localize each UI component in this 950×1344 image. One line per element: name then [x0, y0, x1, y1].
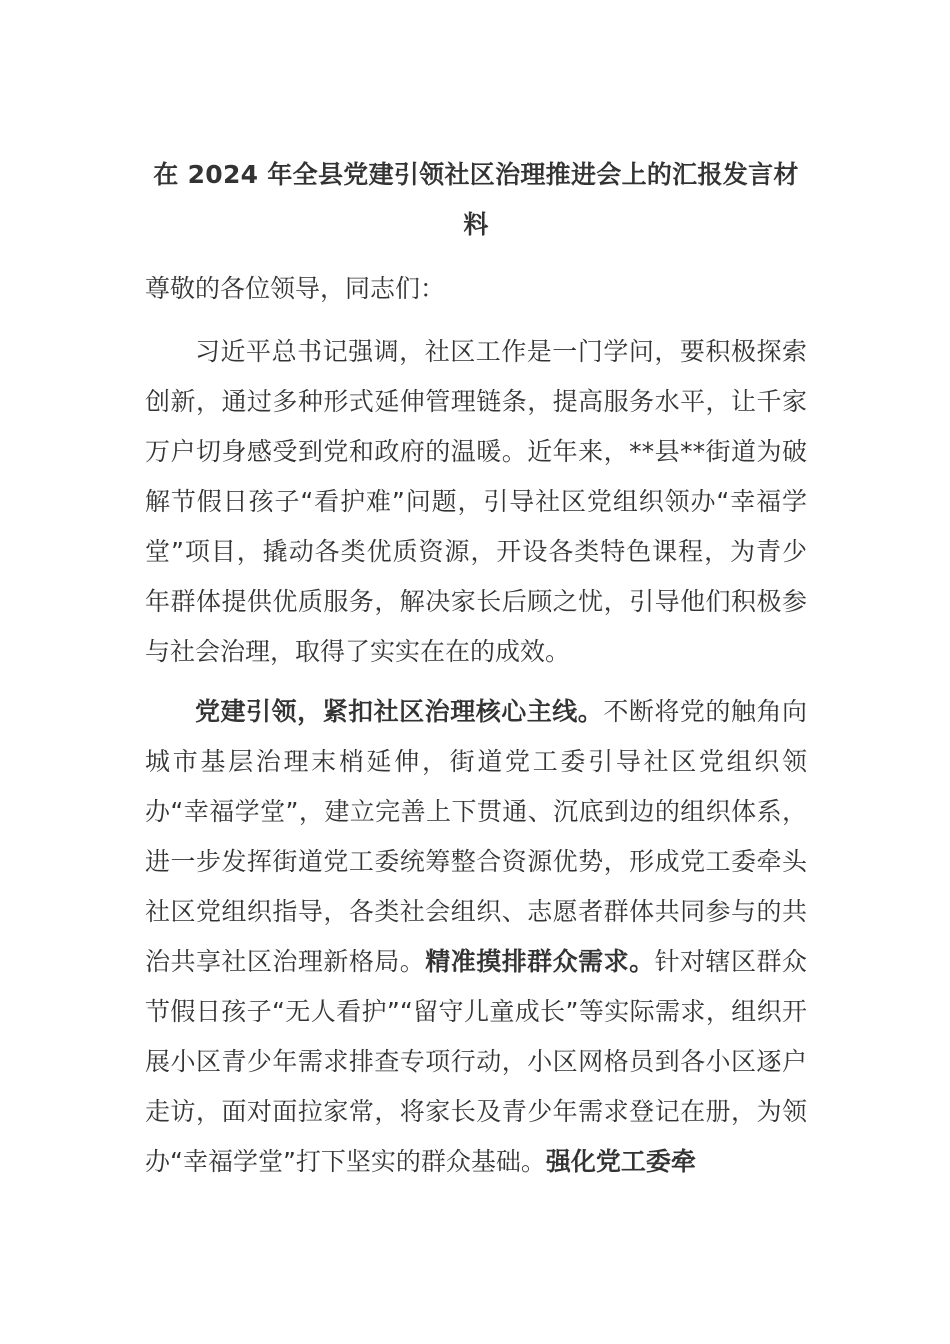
salutation: 尊敬的各位领导，同志们： [145, 274, 446, 303]
document-title: 在 2024 年全县党建引领社区治理推进会上的汇报发言材料 [153, 160, 799, 239]
paragraph-intro: 习近平总书记强调，社区工作是一门学问，要积极探索创新，通过多种形式延伸管理链条，提高服务水平，让千家万户切身感受到党和政府的温暖。近年来，**县**街道为破解节假日孩子“看护难”问题，引导社区党组织领办“幸福学堂”项目，撬动各类优质资源，开设各类特色课程，为青少年群体提供优质服务，解决家长后顾之忧，引导他们积极参与社会治理，取得了实实在在的成效。 [145, 337, 807, 666]
section-heading-needs-survey: 精准摸排群众需求。 [425, 947, 655, 976]
section-heading-party-leadership: 党建引领，紧扣社区治理核心主线。 [195, 697, 604, 726]
paragraph-text: 针对辖区群众节假日孩子“无人看护”“留守儿童成长”等实际需求，组织开展小区青少年需求排查专项行动，小区网格员到各小区逐户走访，面对面拉家常，将家长及青少年需求登记在册，为领办“幸福学堂”打下坚实的群众基础。 [145, 947, 807, 1176]
document-page [145, 150, 807, 1187]
paragraph-text: 不断将党的触角向城市基层治理末梢延伸，街道党工委引导社区党组织领办“幸福学堂”，建立完善上下贯通、沉底到边的组织体系，进一步发挥街道党工委统筹整合资源优势，形成党工委牵头社区党组织指导，各类社会组织、志愿者群体共同参与的共治共享社区治理新格局。 [145, 697, 807, 976]
section-heading-strengthen: 强化党工委牵 [545, 1147, 696, 1176]
paragraph-party-leadership [145, 687, 807, 1187]
